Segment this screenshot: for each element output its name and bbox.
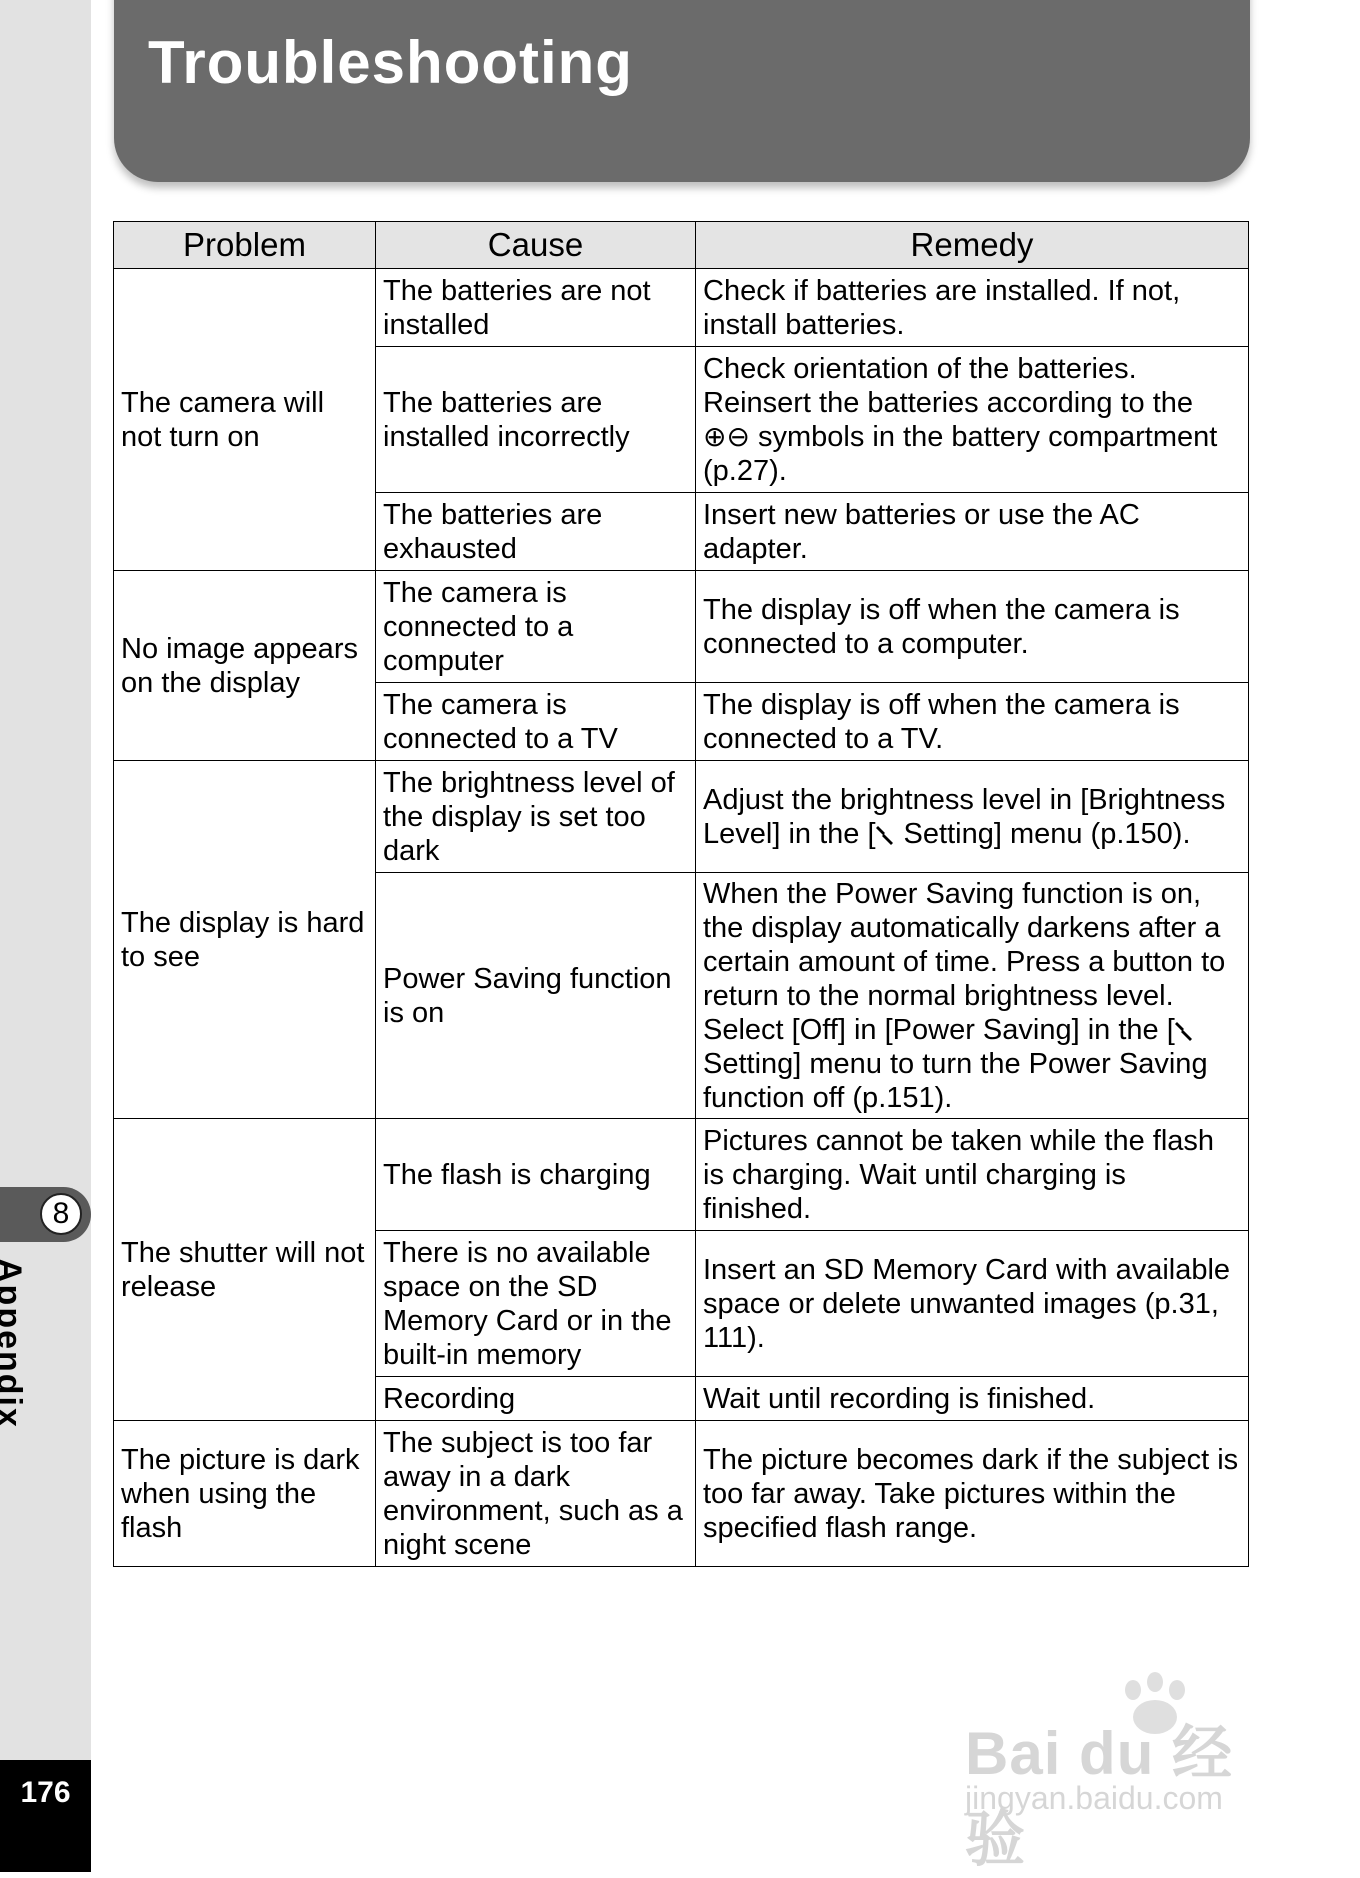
cause-cell: Power Saving function is on: [376, 873, 696, 1119]
remedy-cell: Insert an SD Memory Card with available space or delete unwanted images (p.31, 111).: [696, 1231, 1249, 1377]
watermark-url: jingyan.baidu.com: [965, 1780, 1223, 1816]
header-problem: Problem: [114, 222, 376, 269]
table-row: [114, 1119, 1249, 1231]
page-title: Troubleshooting: [148, 29, 633, 96]
cause-cell: The camera is connected to a TV: [376, 683, 696, 761]
table-row: [114, 1421, 1249, 1567]
wrench-icon: [1175, 1020, 1195, 1042]
cause-cell: The batteries are not installed: [376, 269, 696, 347]
cause-cell: The subject is too far away in a dark environment, such as a night scene: [376, 1421, 696, 1567]
remedy-cell: The display is off when the camera is connected to a computer.: [696, 571, 1249, 683]
cause-cell: The flash is charging: [376, 1119, 696, 1231]
problem-cell: The picture is dark when using the flash: [114, 1421, 376, 1567]
cause-cell: Recording: [376, 1377, 696, 1421]
wrench-icon: [876, 824, 896, 846]
table-header-row: [114, 222, 1249, 269]
baidu-watermark: [965, 1670, 1285, 1873]
problem-cell: The camera will not turn on: [114, 269, 376, 571]
remedy-cell: Check if batteries are installed. If not, install batteries.: [696, 269, 1249, 347]
cause-cell: The camera is connected to a computer: [376, 571, 696, 683]
troubleshooting-table: [113, 221, 1249, 1567]
remedy-cell: Wait until recording is finished.: [696, 1377, 1249, 1421]
battery-polarity-icon: ⊕⊖: [703, 420, 750, 452]
table-row: [114, 269, 1249, 347]
sidebar: [0, 0, 91, 1872]
header-cause: Cause: [376, 222, 696, 269]
remedy-cell: The display is off when the camera is connected to a TV.: [696, 683, 1249, 761]
problem-cell: The display is hard to see: [114, 761, 376, 1119]
remedy-cell: The picture becomes dark if the subject is too far away. Take pictures within the specified flash range.: [696, 1421, 1249, 1567]
header-remedy: Remedy: [696, 222, 1249, 269]
cause-cell: There is no available space on the SD Memory Card or in the built-in memory: [376, 1231, 696, 1377]
remedy-cell: When the Power Saving function is on, the display automatically darkens after a certain amount of time. Press a button to return to the normal brightness level. Select [Off] in [Power Saving] in the [ Setting] menu to turn the Power Saving function off (p.151).: [696, 873, 1249, 1119]
cause-cell: The batteries are installed incorrectly: [376, 347, 696, 493]
page-number: 176: [20, 1776, 71, 1809]
remedy-cell: Check orientation of the batteries. Reinsert the batteries according to the ⊕⊖ symbols in the battery compartment (p.27).: [696, 347, 1249, 493]
table-row: [114, 571, 1249, 683]
table-row: [114, 761, 1249, 873]
remedy-cell: Adjust the brightness level in [Brightness Level] in the [ Setting] menu (p.150).: [696, 761, 1249, 873]
watermark-logo: Bai du 经验: [965, 1720, 1234, 1873]
remedy-cell: Insert new batteries or use the AC adapter.: [696, 493, 1249, 571]
cause-cell: The batteries are exhausted: [376, 493, 696, 571]
cause-cell: The brightness level of the display is set too dark: [376, 761, 696, 873]
remedy-cell: Pictures cannot be taken while the flash is charging. Wait until charging is finished.: [696, 1119, 1249, 1231]
problem-cell: No image appears on the display: [114, 571, 376, 761]
problem-cell: The shutter will not release: [114, 1119, 376, 1421]
chapter-number: 8: [40, 1193, 82, 1235]
